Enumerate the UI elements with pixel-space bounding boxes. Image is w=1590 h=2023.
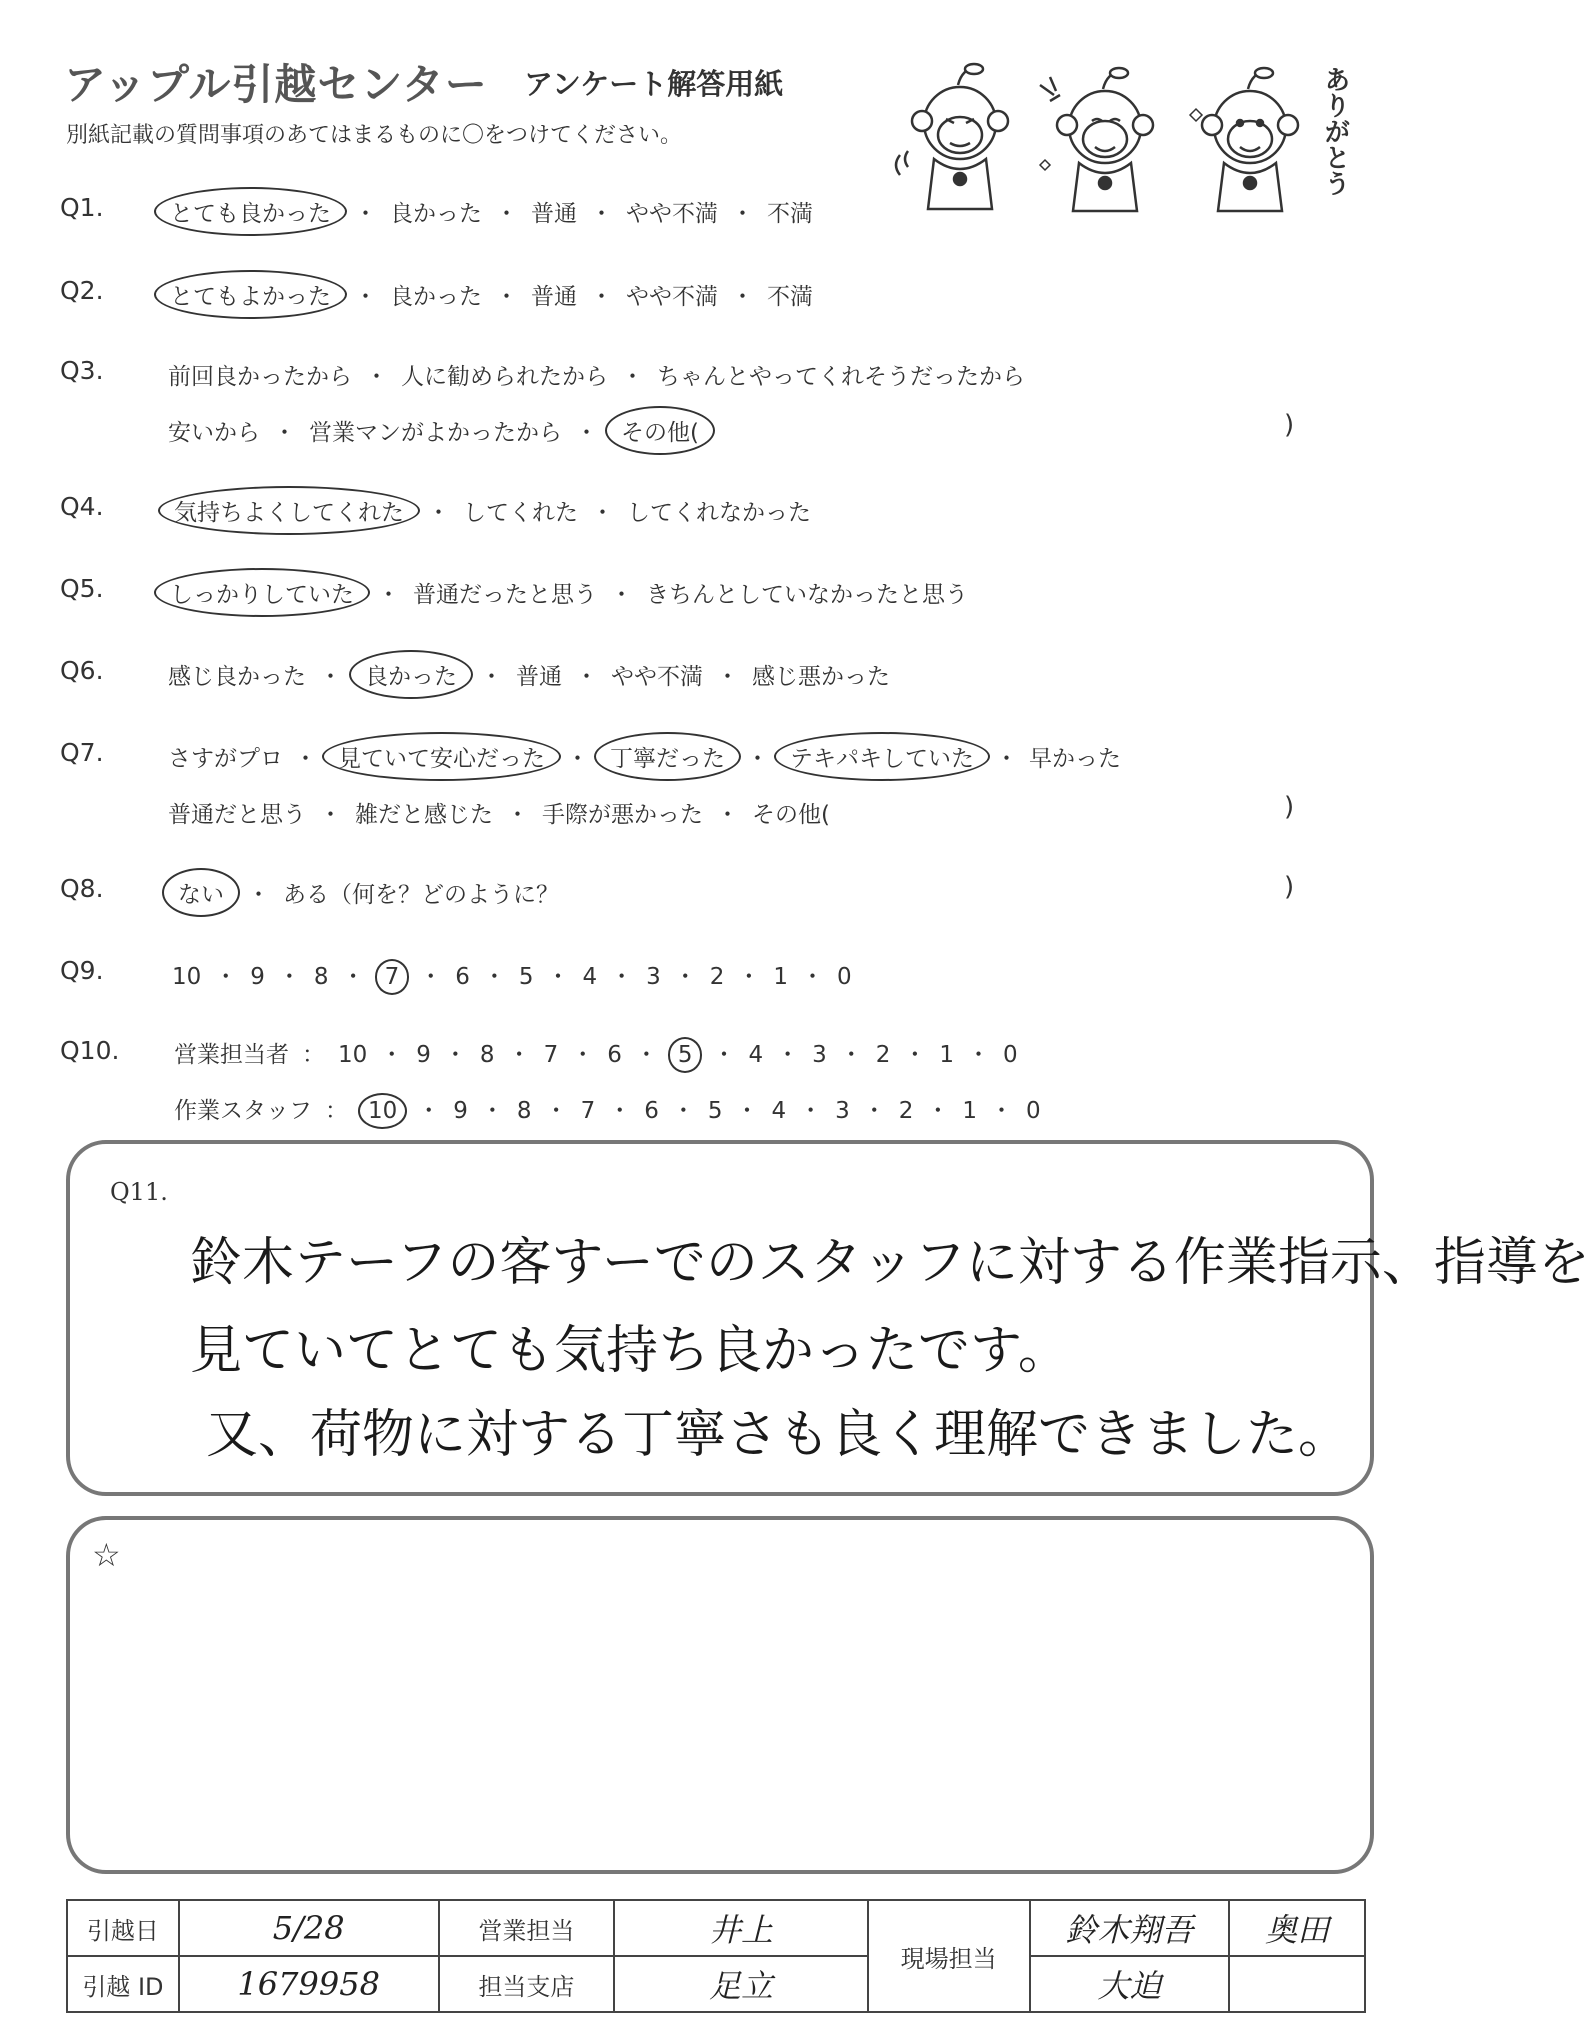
q9-label: Q9. bbox=[60, 956, 104, 985]
q7-close-paren: ) bbox=[1284, 792, 1295, 822]
q7-option-5[interactable]: 早かった bbox=[1029, 746, 1121, 772]
q8-option-2[interactable]: ある（何を？どのように？ bbox=[283, 882, 559, 908]
q10-staff-score[interactable]: 5 bbox=[707, 1098, 723, 1124]
q9-score[interactable]: 1 bbox=[773, 964, 789, 990]
q10-sales-label: 営業担当者 bbox=[174, 1042, 289, 1068]
q3-options-line1: 前回良かったから ・ 人に勧められたから ・ ちゃんとやってくれそうだったから bbox=[168, 358, 1025, 391]
q3-option-3[interactable]: ちゃんとやってくれそうだったから bbox=[657, 364, 1025, 390]
q2-option-3[interactable]: 普通 bbox=[531, 284, 577, 310]
q4-options: 気持ちよくしてくれた ・ してくれた ・ してくれなかった bbox=[164, 494, 811, 527]
q9-score[interactable]: 3 bbox=[646, 964, 661, 990]
q11-answer-line-3: 又、荷物に対する丁寧さも良く理解できました。 bbox=[206, 1405, 1351, 1465]
q3-options-line2: 安いから ・ 営業マンがよかったから ・ その他( bbox=[168, 414, 709, 447]
q10-sales-score[interactable]: 0 bbox=[1003, 1042, 1018, 1068]
q10-sales-row: 営業担当者 ： 10 ・ 9 ・ 8 ・ 7 ・ 6 ・ 5 ・ 4 ・ 3 ・ 2 ・ 1 ・ 0 bbox=[174, 1036, 1018, 1069]
move-id-label: 引越 ID bbox=[67, 1956, 179, 2012]
q9-score[interactable]: 8 bbox=[313, 964, 329, 990]
site-staff-1: 鈴木翔吾 bbox=[1030, 1900, 1230, 1956]
q1-option-4[interactable]: やや不満 bbox=[626, 201, 718, 227]
q6-option-4[interactable]: やや不満 bbox=[611, 664, 703, 690]
page-title: アップル引越センター bbox=[64, 60, 488, 109]
q10-label: Q10. bbox=[60, 1036, 120, 1065]
q3-option-5[interactable]: 営業マンがよかったから bbox=[309, 420, 562, 446]
q6-option-3[interactable]: 普通 bbox=[516, 664, 562, 690]
q10-staff-score[interactable]: 1 bbox=[962, 1098, 978, 1124]
q9-scale: 10 ・ 9 ・ 8 ・ 7 ・ 6 ・ 5 ・ 4 ・ 3 ・ 2 ・ 1 ・ 0 bbox=[172, 958, 852, 991]
q2-option-1[interactable]: とてもよかった bbox=[154, 270, 347, 319]
move-date-label: 引越日 bbox=[67, 1900, 179, 1956]
q9-score-selected[interactable]: 7 bbox=[375, 959, 410, 995]
instruction-text: 別紙記載の質問事項のあてはまるものに〇をつけてください。 bbox=[66, 123, 683, 148]
monkey-mascots-illustration bbox=[890, 55, 1350, 230]
star-comment-box[interactable] bbox=[66, 1516, 1374, 1874]
q3-option-2[interactable]: 人に勧められたから bbox=[401, 364, 608, 390]
q8-close-paren: ) bbox=[1284, 872, 1295, 902]
q1-options: とても良かった ・ 良かった ・ 普通 ・ やや不満 ・ 不満 bbox=[160, 195, 813, 228]
q2-option-2[interactable]: 良かった bbox=[390, 284, 482, 310]
q10-staff-row: 作業スタッフ ： 10 ・ 9 ・ 8 ・ 7 ・ 6 ・ 5 ・ 4 ・ 3 ・ 2 ・ 1 ・ 0 bbox=[174, 1092, 1041, 1125]
sales-value: 井上 bbox=[614, 1900, 868, 1956]
q7-option-7[interactable]: 雑だと感じた bbox=[355, 802, 493, 828]
q7-option-3[interactable]: 丁寧だった bbox=[594, 732, 741, 781]
q10-staff-score[interactable]: 6 bbox=[644, 1098, 659, 1124]
q6-label: Q6. bbox=[60, 656, 104, 685]
branch-value: 足立 bbox=[614, 1956, 868, 2012]
q7-option-2[interactable]: 見ていて安心だった bbox=[322, 732, 561, 781]
site-staff-empty bbox=[1229, 1956, 1365, 2012]
q10-staff-score[interactable]: 0 bbox=[1026, 1098, 1041, 1124]
q7-option-4[interactable]: テキパキしていた bbox=[774, 732, 990, 781]
q7-label: Q7. bbox=[60, 738, 104, 767]
q5-option-3[interactable]: きちんとしていなかったと思う bbox=[646, 582, 968, 608]
q7-option-1[interactable]: さすがプロ bbox=[168, 746, 283, 772]
q2-options: とてもよかった ・ 良かった ・ 普通 ・ やや不満 ・ 不満 bbox=[160, 278, 813, 311]
q10-sales-score[interactable]: 7 bbox=[543, 1042, 559, 1068]
q10-sales-score[interactable]: 4 bbox=[748, 1042, 764, 1068]
page-subtitle: アンケート解答用紙 bbox=[524, 67, 784, 101]
q4-option-3[interactable]: してくれなかった bbox=[627, 500, 811, 526]
q10-sales-score[interactable]: 1 bbox=[939, 1042, 955, 1068]
move-id-value: 1679958 bbox=[179, 1956, 439, 2012]
q9-score[interactable]: 4 bbox=[582, 964, 598, 990]
q10-staff-score[interactable]: 9 bbox=[453, 1098, 468, 1124]
q5-options: しっかりしていた ・ 普通だったと思う ・ きちんとしていなかったと思う bbox=[160, 576, 968, 609]
q11-answer-line-1: 鈴木テーフの客すーでのスタッフに対する作業指示、指導を bbox=[190, 1233, 1590, 1293]
q6-option-5[interactable]: 感じ悪かった bbox=[752, 664, 890, 690]
q7-option-8[interactable]: 手際が悪かった bbox=[542, 802, 703, 828]
q7-options-line1: さすがプロ ・ 見ていて安心だった ・ 丁寧だった ・ テキパキしていた ・ 早かった bbox=[168, 740, 1121, 773]
q2-label: Q2. bbox=[60, 276, 104, 305]
branch-label: 担当支店 bbox=[439, 1956, 615, 2012]
q4-option-1[interactable]: 気持ちよくしてくれた bbox=[158, 486, 420, 535]
q9-score[interactable]: 10 bbox=[172, 964, 202, 990]
q10-staff-score[interactable]: 4 bbox=[771, 1098, 787, 1124]
q5-label: Q5. bbox=[60, 574, 104, 603]
q2-option-5[interactable]: 不満 bbox=[767, 284, 813, 310]
q10-sales-score-selected[interactable]: 5 bbox=[668, 1037, 703, 1073]
q7-option-6[interactable]: 普通だと思う bbox=[168, 802, 306, 828]
q6-options: 感じ良かった ・ 良かった ・ 普通 ・ やや不満 ・ 感じ悪かった bbox=[168, 658, 890, 691]
site-staff-2: 奥田 bbox=[1229, 1900, 1365, 1956]
q4-option-2[interactable]: してくれた bbox=[463, 500, 578, 526]
q10-staff-score[interactable]: 3 bbox=[835, 1098, 850, 1124]
q10-sales-score[interactable]: 2 bbox=[875, 1042, 891, 1068]
q10-sales-score[interactable]: 3 bbox=[812, 1042, 827, 1068]
q8-option-1[interactable]: ない bbox=[162, 868, 240, 917]
q1-label: Q1. bbox=[60, 193, 104, 222]
q7-options-line2: 普通だと思う ・ 雑だと感じた ・ 手際が悪かった ・ その他( bbox=[168, 796, 830, 829]
q7-option-other[interactable]: その他( bbox=[752, 802, 830, 828]
q3-option-1[interactable]: 前回良かったから bbox=[168, 364, 352, 390]
q10-sales-score[interactable]: 8 bbox=[479, 1042, 495, 1068]
q10-staff-score-selected[interactable]: 10 bbox=[358, 1093, 407, 1129]
footer-info-table bbox=[66, 1899, 1366, 2013]
q10-sales-score[interactable]: 10 bbox=[338, 1042, 368, 1068]
q10-sales-score[interactable]: 6 bbox=[607, 1042, 622, 1068]
q1-option-2[interactable]: 良かった bbox=[390, 201, 482, 227]
q1-option-3[interactable]: 普通 bbox=[531, 201, 577, 227]
sales-label: 営業担当 bbox=[439, 1900, 615, 1956]
q3-close-paren: ) bbox=[1284, 410, 1295, 440]
q11-answer-line-2: 見ていてとても気持ち良かったです。 bbox=[190, 1321, 1070, 1381]
q3-option-other[interactable]: その他( bbox=[605, 406, 715, 455]
q1-option-1[interactable]: とても良かった bbox=[154, 187, 347, 236]
star-icon: ☆ bbox=[92, 1536, 121, 1574]
q4-label: Q4. bbox=[60, 492, 104, 521]
site-staff-3: 大迫 bbox=[1030, 1956, 1230, 2012]
q9-score[interactable]: 6 bbox=[455, 964, 470, 990]
q9-score[interactable]: 2 bbox=[709, 964, 725, 990]
move-date-value: 5/28 bbox=[179, 1900, 439, 1956]
q10-staff-score[interactable]: 8 bbox=[516, 1098, 532, 1124]
q9-score[interactable]: 5 bbox=[518, 964, 534, 990]
q6-option-1[interactable]: 感じ良かった bbox=[168, 664, 306, 690]
q9-score[interactable]: 0 bbox=[837, 964, 852, 990]
q5-option-2[interactable]: 普通だったと思う bbox=[413, 582, 597, 608]
q3-option-4[interactable]: 安いから bbox=[168, 420, 260, 446]
thanks-text: ありがとう bbox=[1320, 66, 1350, 196]
q3-label: Q3. bbox=[60, 356, 104, 385]
q8-label: Q8. bbox=[60, 874, 104, 903]
site-label: 現場担当 bbox=[868, 1900, 1030, 2012]
q2-option-4[interactable]: やや不満 bbox=[626, 284, 718, 310]
q5-option-1[interactable]: しっかりしていた bbox=[154, 568, 370, 617]
q11-label: Q11. bbox=[110, 1178, 168, 1206]
q10-sales-score[interactable]: 9 bbox=[416, 1042, 431, 1068]
q10-staff-score[interactable]: 2 bbox=[898, 1098, 914, 1124]
q9-score[interactable]: 9 bbox=[250, 964, 265, 990]
q6-option-2[interactable]: 良かった bbox=[349, 650, 473, 699]
q1-option-5[interactable]: 不満 bbox=[767, 201, 813, 227]
q8-options: ない ・ ある（何を？どのように？ bbox=[168, 876, 559, 909]
q10-staff-label: 作業スタッフ bbox=[174, 1098, 312, 1124]
q10-staff-score[interactable]: 7 bbox=[580, 1098, 596, 1124]
